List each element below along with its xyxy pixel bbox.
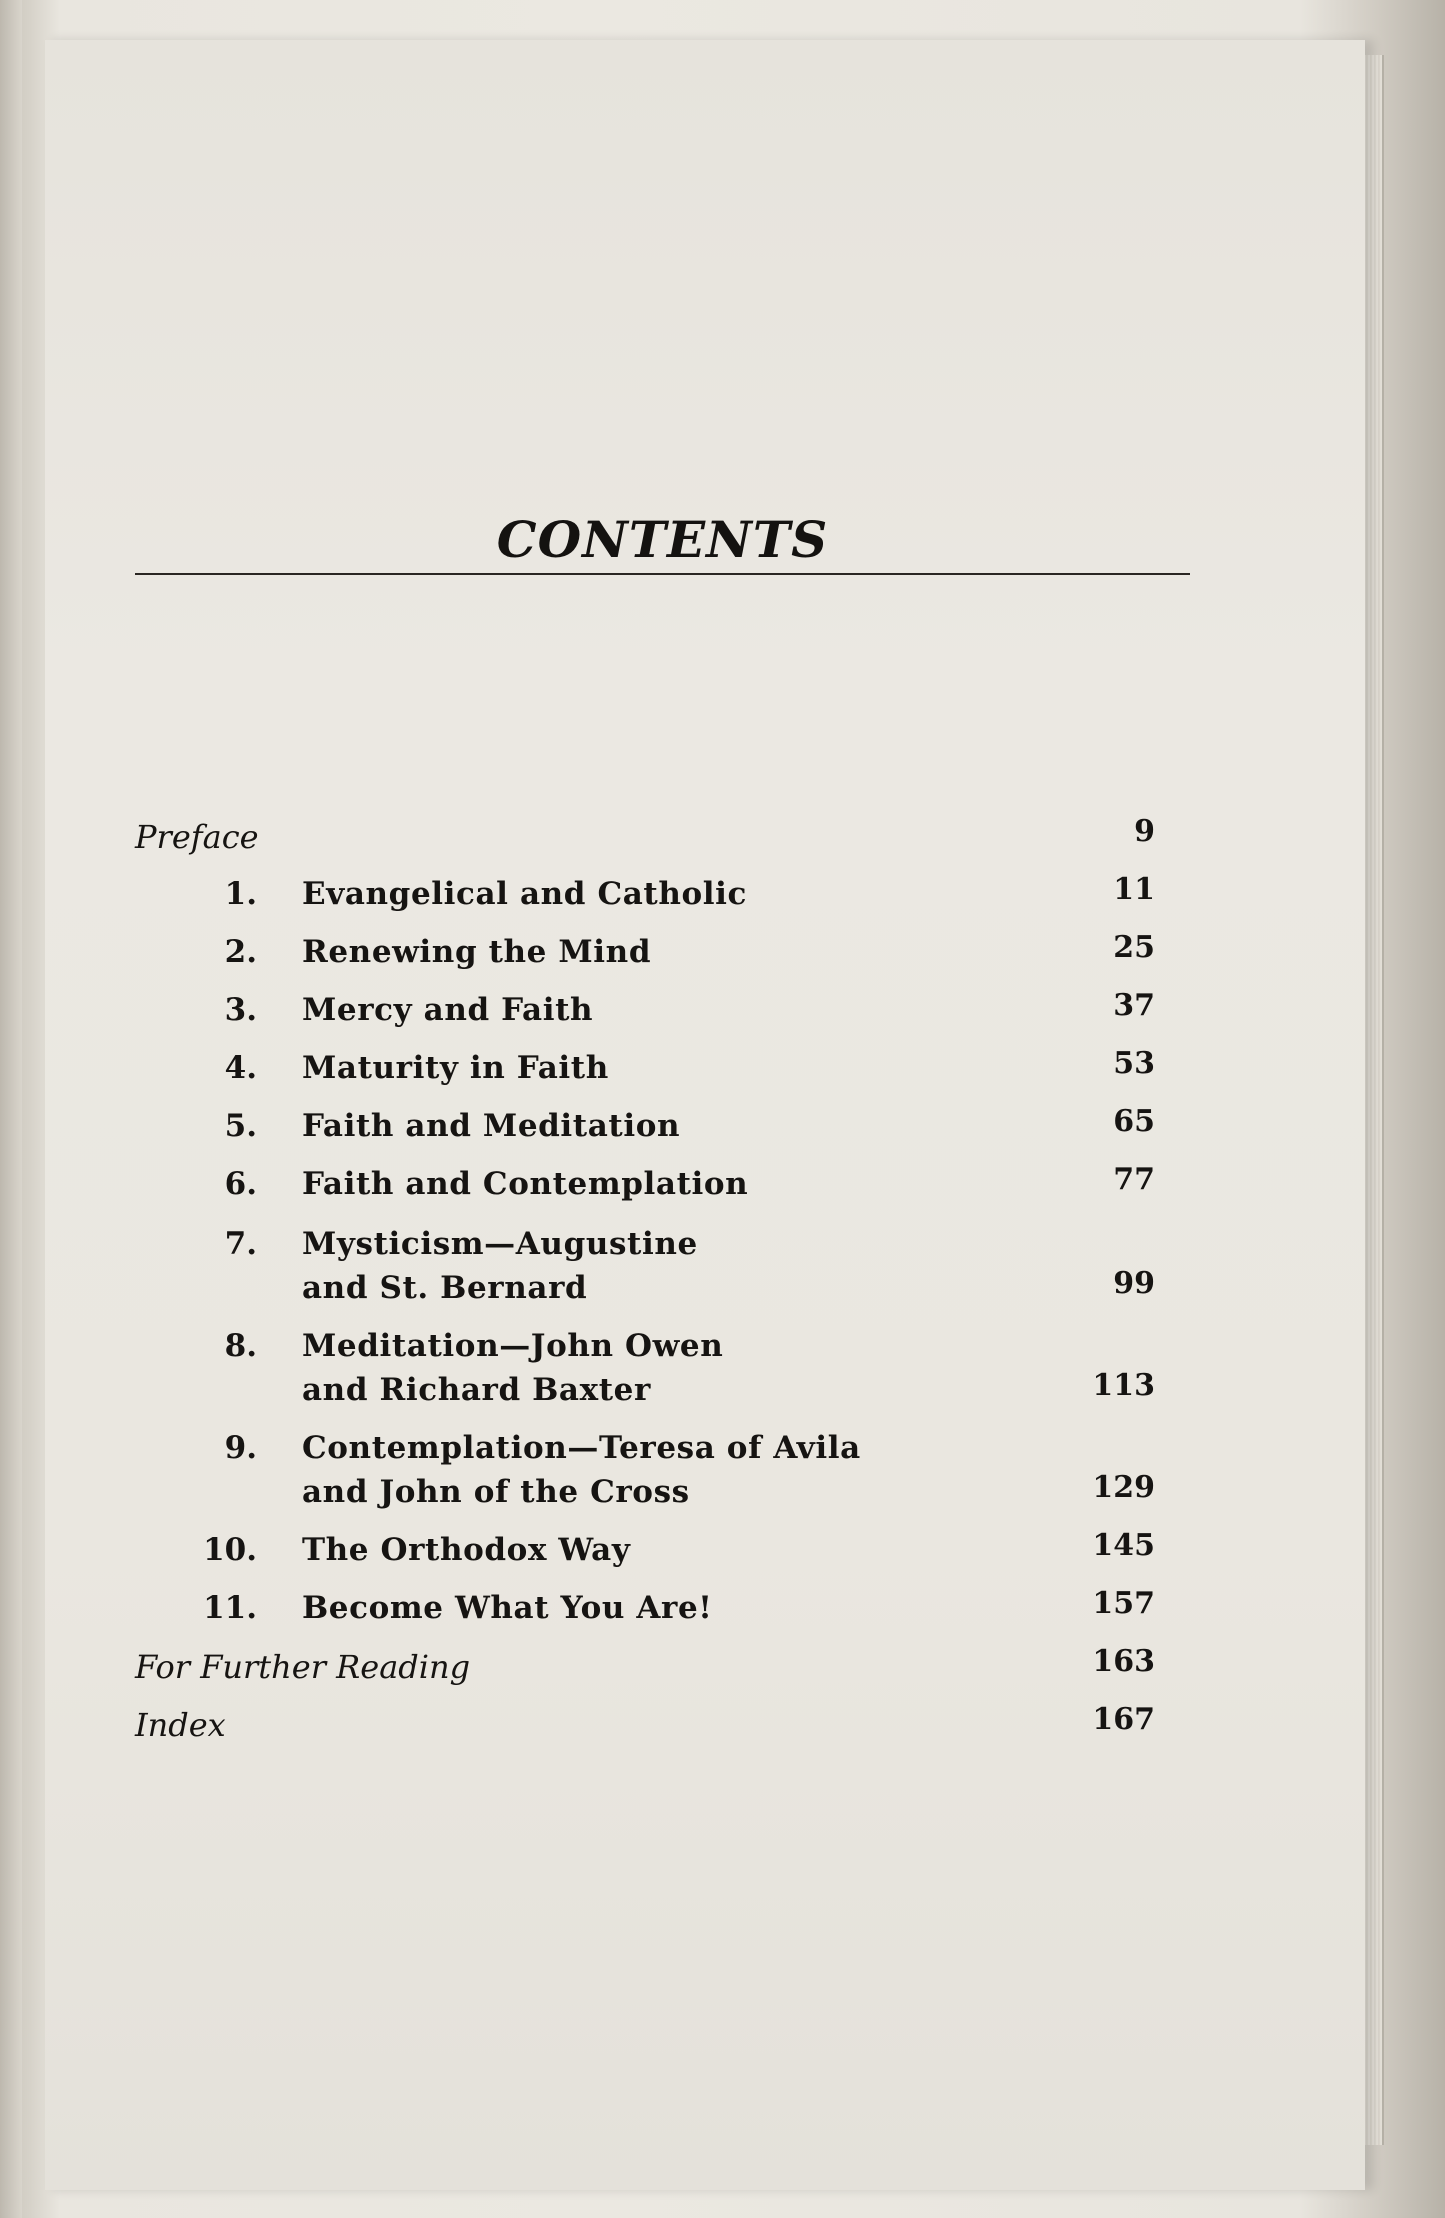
chapter-title-line2: and St. Bernard <box>302 1270 588 1306</box>
toc-entry-chapter-11 <box>135 1586 1155 1640</box>
toc-entry-page: 163 <box>1092 1644 1155 1679</box>
chapter-number: 11. <box>203 1590 257 1626</box>
toc-entry-label: For Further Reading <box>135 1648 471 1686</box>
title-rule <box>135 573 1190 575</box>
chapter-page: 65 <box>1113 1104 1155 1139</box>
chapter-page: 99 <box>1113 1266 1155 1301</box>
toc-entry-chapter-3 <box>135 988 1155 1042</box>
chapter-page: 145 <box>1092 1528 1155 1563</box>
chapter-title: Mercy and Faith <box>302 992 594 1028</box>
chapter-title: Meditation—John Owen <box>302 1328 724 1364</box>
chapter-number: 8. <box>224 1328 257 1364</box>
toc-entry-further-reading <box>135 1644 1155 1698</box>
chapter-number: 1. <box>224 876 257 912</box>
page-title: CONTENTS <box>496 510 829 569</box>
chapter-page: 77 <box>1113 1162 1155 1197</box>
toc-entry-page: 9 <box>1134 814 1155 849</box>
toc-entry-chapter-7 <box>135 1226 1155 1326</box>
chapter-title: Mysticism—Augustine <box>302 1226 698 1262</box>
chapter-title: The Orthodox Way <box>302 1532 631 1568</box>
chapter-title: Faith and Contemplation <box>302 1166 749 1202</box>
toc-entry-chapter-4 <box>135 1046 1155 1100</box>
chapter-number: 4. <box>224 1050 257 1086</box>
toc-entry-chapter-8 <box>135 1328 1155 1428</box>
chapter-page: 37 <box>1113 988 1155 1023</box>
chapter-page: 129 <box>1092 1470 1155 1505</box>
chapter-title-line2: and Richard Baxter <box>302 1372 651 1408</box>
toc-entry-preface <box>135 814 1155 868</box>
toc-entry-label: Index <box>135 1706 226 1744</box>
toc-entry-label: Preface <box>135 818 259 856</box>
toc-entry-chapter-10 <box>135 1528 1155 1582</box>
toc-entry-page: 167 <box>1092 1702 1155 1737</box>
toc-entry-chapter-9 <box>135 1430 1155 1530</box>
chapter-page: 25 <box>1113 930 1155 965</box>
chapter-title: Contemplation—Teresa of Avila <box>302 1430 861 1466</box>
toc-entry-chapter-5 <box>135 1104 1155 1158</box>
chapter-title-line2: and John of the Cross <box>302 1474 690 1510</box>
toc-entry-chapter-1 <box>135 872 1155 926</box>
chapter-title: Faith and Meditation <box>302 1108 681 1144</box>
chapter-title: Renewing the Mind <box>302 934 652 970</box>
chapter-title: Evangelical and Catholic <box>302 876 747 912</box>
chapter-page: 157 <box>1092 1586 1155 1621</box>
chapter-number: 6. <box>224 1166 257 1202</box>
chapter-title: Become What You Are! <box>302 1590 713 1626</box>
chapter-number: 3. <box>224 992 257 1028</box>
chapter-number: 7. <box>224 1226 257 1262</box>
chapter-page: 11 <box>1113 872 1155 907</box>
chapter-number: 5. <box>224 1108 257 1144</box>
chapter-number: 2. <box>224 934 257 970</box>
toc-entry-chapter-2 <box>135 930 1155 984</box>
chapter-title: Maturity in Faith <box>302 1050 609 1086</box>
chapter-number: 9. <box>224 1430 257 1466</box>
chapter-number: 10. <box>203 1532 257 1568</box>
toc-entry-index <box>135 1702 1155 1756</box>
toc-entry-chapter-6 <box>135 1162 1155 1216</box>
chapter-page: 113 <box>1092 1368 1155 1403</box>
chapter-page: 53 <box>1113 1046 1155 1081</box>
